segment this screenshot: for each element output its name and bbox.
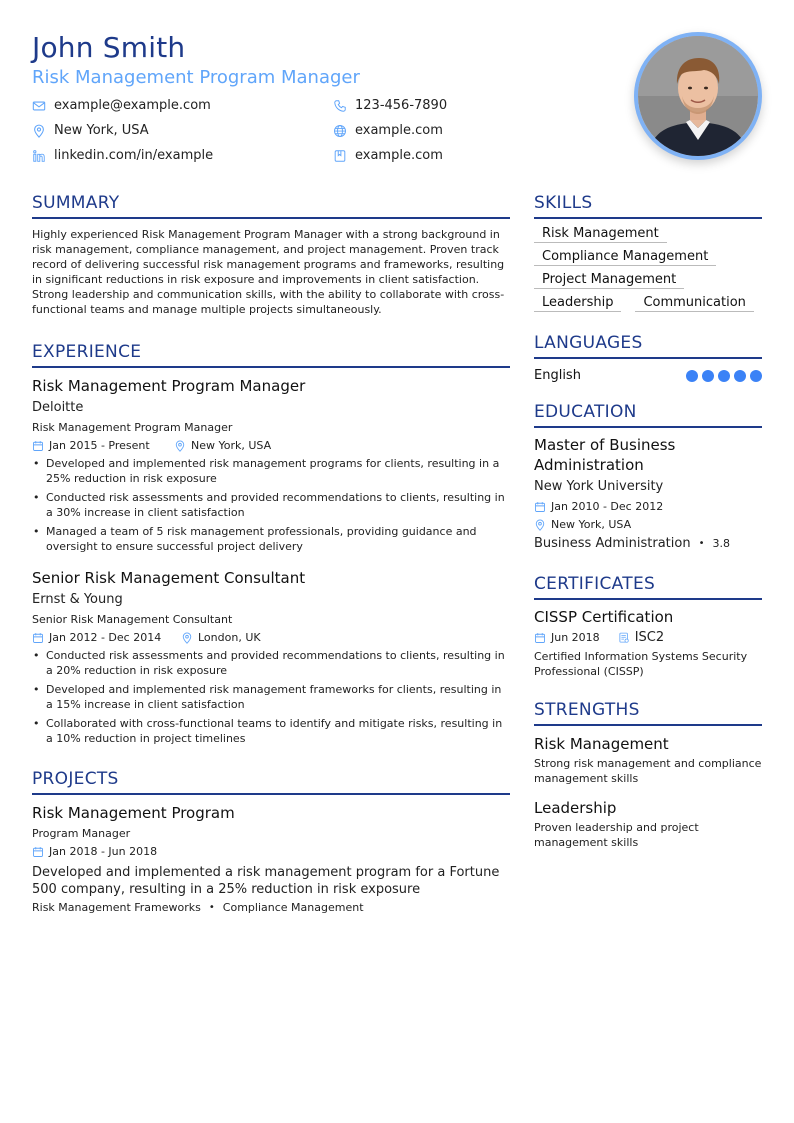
- education-dates: [534, 499, 762, 514]
- job-bullet: • Collaborated with cross-functional teams to identify and mitigate risks, resulting in a 10% reduction in project timelines: [32, 716, 510, 746]
- language-name: English: [534, 368, 581, 383]
- education-location-item: [534, 517, 631, 532]
- job-dates-text: Jan 2015 - Present: [49, 439, 150, 452]
- contact-website[interactable]: [333, 121, 583, 140]
- right-column: [534, 192, 762, 850]
- field-separator: •: [698, 538, 705, 549]
- job-dates: [32, 630, 181, 645]
- location-pin-icon: [32, 124, 46, 138]
- job-title: Senior Risk Management Consultant: [32, 569, 306, 587]
- linkedin-icon: [32, 149, 46, 163]
- job-bullets: [32, 648, 510, 746]
- skill-tag: Leadership: [534, 295, 621, 312]
- education-field-text: Business Administration: [534, 536, 691, 551]
- education-gpa: 3.8: [712, 537, 730, 550]
- job-bullet: • Conducted risk assessments and provided recommendations to clients, resulting in a 20% reduction in risk exposure: [32, 648, 510, 678]
- profile-portrait-image: [638, 36, 758, 156]
- certificates-section: [534, 573, 762, 679]
- bookmark-page-icon: [333, 149, 347, 163]
- skills-heading: SKILLS: [534, 192, 762, 219]
- strength-description: Proven leadership and project management skills: [534, 821, 699, 849]
- tag-separator: •: [208, 902, 215, 913]
- education-dates-text: Jan 2010 - Dec 2012: [551, 500, 664, 513]
- contact-portfolio[interactable]: [333, 146, 583, 165]
- languages-heading: LANGUAGES: [534, 332, 762, 359]
- certificate-meta: [534, 630, 762, 645]
- calendar-icon: [534, 632, 546, 644]
- certificate-name: CISSP Certification: [534, 608, 674, 626]
- experience-heading: EXPERIENCE: [32, 341, 510, 368]
- globe-icon: [333, 124, 347, 138]
- job-dates: [32, 438, 174, 453]
- certificate-description: Certified Information Systems Security Professional (CISSP): [534, 650, 748, 678]
- skills-section: [534, 192, 762, 312]
- company-name: Ernst & Young: [32, 592, 123, 607]
- job-meta: [32, 438, 510, 453]
- envelope-icon: [32, 99, 46, 113]
- job-dates-text: Jan 2012 - Dec 2014: [49, 631, 162, 644]
- project-dates-text: Jan 2018 - Jun 2018: [49, 845, 158, 858]
- certificates-heading: CERTIFICATES: [534, 573, 762, 600]
- level-dot: [686, 370, 698, 382]
- experience-section: [32, 341, 510, 746]
- contact-phone-text: 123-456-7890: [355, 98, 448, 113]
- languages-section: [534, 332, 762, 383]
- education-degree: Master of Business Administration: [534, 436, 676, 474]
- language-item: [534, 368, 762, 383]
- level-dot: [702, 370, 714, 382]
- certificate-issuer-text: ISC2: [634, 630, 665, 645]
- project-item: [32, 803, 510, 914]
- certificate-date-text: Jun 2018: [551, 631, 600, 644]
- project-tags: [32, 901, 510, 914]
- skills-list: [534, 226, 762, 312]
- education-dates-item: [534, 499, 663, 514]
- contact-linkedin-text: linkedin.com/in/example: [54, 148, 214, 163]
- summary-text: Highly experienced Risk Management Program Manager with a strong background in risk management, compliance management, and project management. Proven track record of delivering successful risk management programs and frameworks, resulting in significant reductions in risk exposure and improvements in client satisfaction. Strong leadership and communication skills, with the ability to collaborate with cross-functional teams and manage multiple projects simultaneously.: [32, 228, 505, 316]
- job-bullet: • Managed a team of 5 risk management professionals, providing guidance and oversight to ensure successful project delivery: [32, 524, 510, 554]
- contact-list: [32, 96, 612, 165]
- contact-location-text: New York, USA: [54, 123, 149, 138]
- project-meta: [32, 844, 510, 859]
- project-tag: Compliance Management: [222, 901, 364, 914]
- summary-heading: SUMMARY: [32, 192, 510, 219]
- experience-item: [32, 568, 510, 746]
- job-location: [181, 630, 261, 645]
- strength-title: Risk Management: [534, 735, 669, 753]
- level-dot: [750, 370, 762, 382]
- education-school: New York University: [534, 479, 664, 494]
- skill-tag: Risk Management: [534, 226, 667, 243]
- candidate-title: Risk Management Program Manager: [32, 67, 360, 88]
- skill-tag: Project Management: [534, 272, 684, 289]
- project-dates: [32, 844, 157, 859]
- calendar-icon: [32, 440, 44, 452]
- calendar-icon: [32, 846, 44, 858]
- education-field: [534, 536, 762, 551]
- education-location-text: New York, USA: [551, 518, 632, 531]
- contact-portfolio-text: example.com: [355, 148, 443, 163]
- job-title: Risk Management Program Manager: [32, 377, 306, 395]
- certificate-issuer: [618, 630, 664, 645]
- location-pin-icon: [534, 519, 546, 531]
- strengths-section: [534, 699, 762, 850]
- contact-email[interactable]: [32, 96, 333, 115]
- skill-tag: Communication: [635, 295, 753, 312]
- strength-description: Strong risk management and compliance management skills: [534, 757, 762, 785]
- certificate-date: [534, 631, 600, 644]
- job-location-text: New York, USA: [191, 439, 272, 452]
- language-level-dots: [686, 370, 762, 382]
- job-bullet: • Developed and implemented risk management frameworks for clients, resulting in a 15% increase in client satisfaction: [32, 682, 510, 712]
- summary-section: [32, 192, 510, 317]
- location-pin-icon: [174, 440, 186, 452]
- left-column: [32, 192, 510, 914]
- job-meta: [32, 630, 510, 645]
- location-pin-icon: [181, 632, 193, 644]
- project-role: Program Manager: [32, 827, 131, 840]
- education-heading: EDUCATION: [534, 401, 762, 428]
- education-section: [534, 401, 762, 551]
- job-location-text: London, UK: [198, 631, 261, 644]
- project-title: Risk Management Program: [32, 804, 235, 822]
- contact-location: [32, 121, 333, 140]
- education-location: [534, 517, 762, 532]
- contact-linkedin[interactable]: [32, 146, 333, 165]
- skill-tag: Compliance Management: [534, 249, 716, 266]
- strength-title: Leadership: [534, 799, 617, 817]
- contact-email-text: example@example.com: [54, 98, 211, 113]
- level-dot: [734, 370, 746, 382]
- job-location: [174, 438, 271, 453]
- level-dot: [718, 370, 730, 382]
- contact-website-text: example.com: [355, 123, 443, 138]
- projects-heading: PROJECTS: [32, 768, 510, 795]
- company-name: Deloitte: [32, 400, 84, 415]
- strengths-heading: STRENGTHS: [534, 699, 762, 726]
- job-role: Senior Risk Management Consultant: [32, 613, 233, 626]
- contact-phone[interactable]: [333, 96, 583, 115]
- project-tag: Risk Management Frameworks: [32, 901, 201, 914]
- resume-header: [32, 30, 612, 165]
- phone-icon: [333, 99, 347, 113]
- profile-photo: [634, 32, 762, 160]
- calendar-icon: [534, 501, 546, 513]
- projects-section: [32, 768, 510, 914]
- job-bullet: • Developed and implemented risk management programs for clients, resulting in a 25% reduction in risk exposure: [32, 456, 510, 486]
- project-description: Developed and implemented a risk management program for a Fortune 500 company, resulting in a 25% reduction in risk exposure: [32, 865, 500, 897]
- candidate-name: John Smith: [32, 31, 186, 64]
- job-role: Risk Management Program Manager: [32, 421, 233, 434]
- experience-item: [32, 376, 510, 554]
- job-bullets: [32, 456, 510, 554]
- certificate-icon: [618, 632, 630, 644]
- calendar-icon: [32, 632, 44, 644]
- job-bullet: • Conducted risk assessments and provided recommendations to clients, resulting in a 30% increase in client satisfaction: [32, 490, 510, 520]
